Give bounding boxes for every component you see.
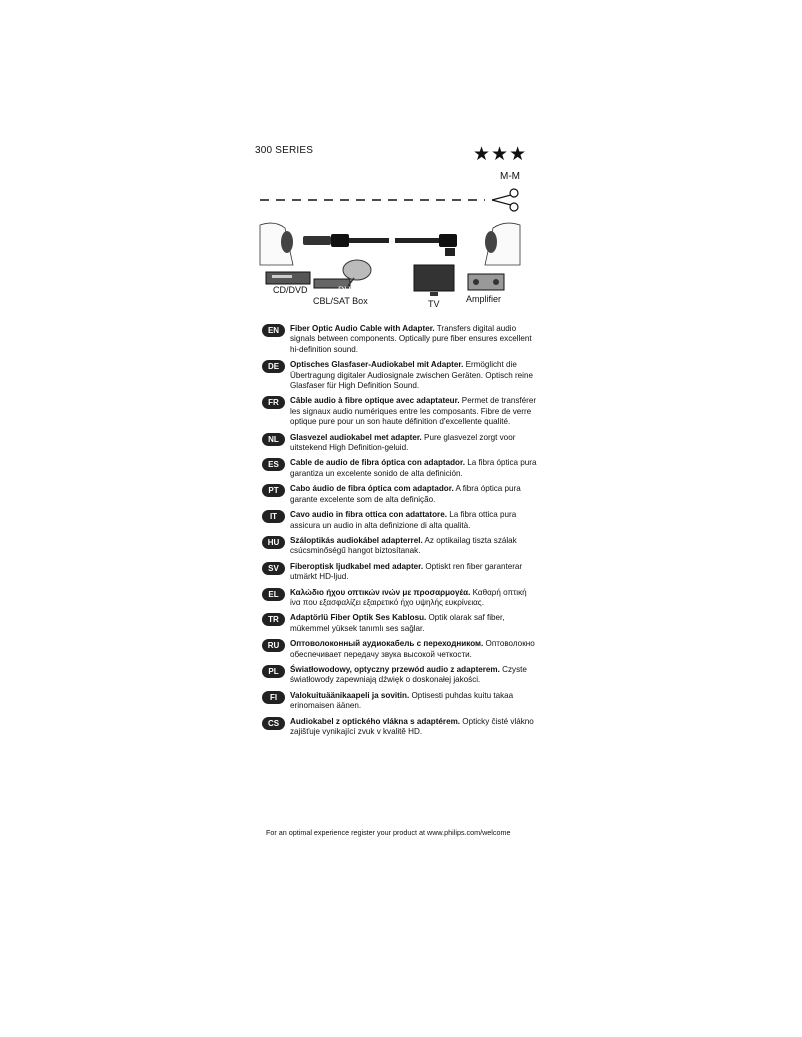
lang-row-es: ES Cable de audio de fibra óptica con adaptador. La fibra óptica pura garantiza un excelente sonido de alta definición. <box>262 458 537 479</box>
rating-stars: ★★★ <box>473 144 528 165</box>
amplifier-label: Amplifier <box>466 294 502 304</box>
lang-row-tr: TR Adaptörlü Fiber Optik Ses Kablosu. Optik olarak saf fiber, mükemmel yüksek tanımlı ses sağlar. <box>262 613 537 634</box>
scissors-icon <box>492 189 518 211</box>
cable-type-label: M-M <box>500 171 520 182</box>
cbl-sat-label: CBL/SAT Box <box>313 296 368 306</box>
cd-dvd-label: CD/DVD <box>273 285 308 295</box>
lang-row-el: EL Καλώδιο ήχου οπτικών ινών με προσαρμογέα. Καθαρή οπτική ίνα που εξασφαλίζει εξαιρετικό ήχο υψηλής ευκρίνειας. <box>262 588 537 609</box>
lang-badge: EN <box>262 324 285 337</box>
lang-badge: EL <box>262 588 285 601</box>
lang-badge: NL <box>262 433 285 446</box>
lang-badge: IT <box>262 510 285 523</box>
lang-row-pl: PL Światłowodowy, optyczny przewód audio z adapterem. Czyste światłowody zapewniają dźwięk o doskonałej jakości. <box>262 665 537 686</box>
series-label: 300 SERIES <box>255 145 314 156</box>
lang-badge: ES <box>262 458 285 471</box>
lang-row-nl: NL Glasvezel audiokabel met adapter. Pure glasvezel zorgt voor uitstekend High Definition-geluid. <box>262 433 537 454</box>
lang-badge: TR <box>262 613 285 626</box>
lang-badge: FI <box>262 691 285 704</box>
lang-row-en: EN Fiber Optic Audio Cable with Adapter. Transfers digital audio signals between components. Optically pure fiber ensures excellent hi-definition sound. <box>262 324 537 355</box>
cable-illustration <box>255 180 525 270</box>
lang-badge: RU <box>262 639 285 652</box>
lang-badge: PL <box>262 665 285 678</box>
lang-badge: DE <box>262 360 285 373</box>
tv-label: TV <box>428 299 440 309</box>
lang-badge: SV <box>262 562 285 575</box>
lang-row-pt: PT Cabo áudio de fibra óptica com adaptador. A fibra óptica pura garante excelente som de alta definição. <box>262 484 537 505</box>
lang-badge: PT <box>262 484 285 497</box>
lang-row-de: DE Optisches Glasfaser-Audiokabel mit Adapter. Ermöglicht die Übertragung digitaler Audiosignale zwischen Geräten. Optisch reine Glasfaser für High Definition Sound. <box>262 360 537 391</box>
lang-row-fi: FI Valokuituäänikaapeli ja sovitin. Optisesti puhdas kuitu takaa erinomaisen äänen. <box>262 691 537 712</box>
lang-row-hu: HU Száloptikás audiokábel adapterrel. Az optikailag tiszta szálak csúcsminőségű hangot biztosítanak. <box>262 536 537 557</box>
language-descriptions <box>262 324 537 742</box>
lang-row-sv: SV Fiberoptisk ljudkabel med adapter. Optiskt ren fiber garanterar utmärkt HD-ljud. <box>262 562 537 583</box>
footer-text: For an optimal experience register your product at www.philips.com/welcome <box>266 828 511 837</box>
lang-badge: FR <box>262 396 285 409</box>
lang-row-cs: CS Audiokabel z optického vlákna s adaptérem. Opticky čisté vlákno zajišťuje vynikající zvuk v kvalitě HD. <box>262 717 537 738</box>
lang-badge: HU <box>262 536 285 549</box>
lang-row-fr: FR Câble audio à fibre optique avec adaptateur. Permet de transférer les signaux audio numériques entre les composants. Fibre de verre optique pure pour un son haute définition d'excellente qualité. <box>262 396 537 427</box>
dvd-label: DVD <box>338 285 358 295</box>
lang-row-it: IT Cavo audio in fibra ottica con adattatore. La fibra ottica pura assicura un audio in alta definizione di alta qualità. <box>262 510 537 531</box>
tv-icon <box>414 265 454 296</box>
cd-dvd-player-icon <box>266 272 310 284</box>
amplifier-icon <box>468 274 504 290</box>
lang-badge: CS <box>262 717 285 730</box>
lang-row-ru: RU Оптоволоконный аудиокабель с переходником. Оптоволокно обеспечивает передачу звука высокой четкости. <box>262 639 537 660</box>
